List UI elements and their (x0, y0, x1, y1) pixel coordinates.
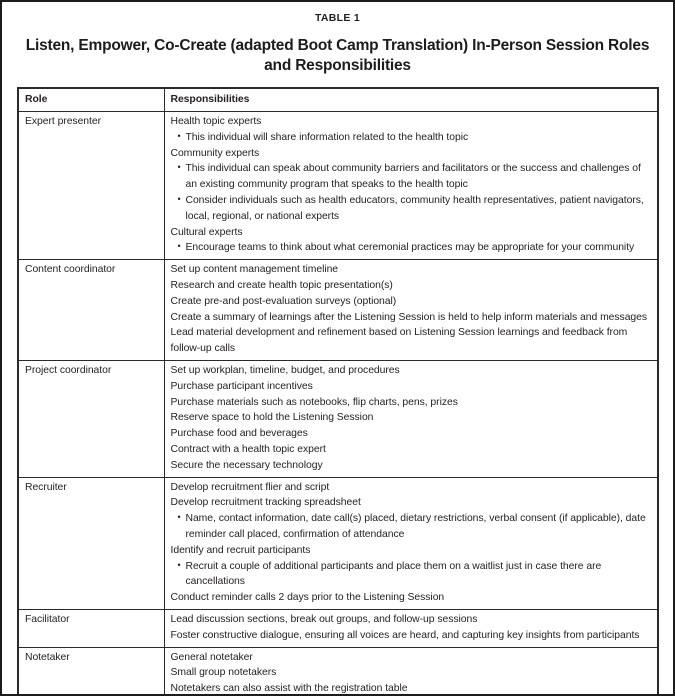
responsibility-item: Small group notetakers (170, 667, 277, 679)
responsibility-bullet-item: • Recruit a couple of additional participants and place them on a waitlist just in case there are cancellations (171, 559, 655, 591)
responsibility-bullet-item: • Consider individuals such as health educators, community health representatives, patient navigators, local, regional, or national experts (171, 193, 655, 225)
responsibility-bullet-item: • Encourage teams to think about what ceremonial practices may be appropriate for your community (171, 240, 655, 256)
responsibility-bullet-item: • This individual can speak about community barriers and facilitators or the success and challenges of an existing community program that speaks to the health topic (171, 161, 655, 193)
table-row (18, 477, 658, 609)
responsibility-item: Conduct reminder calls 2 days prior to the Listening Session (170, 592, 445, 604)
responsibility-bullet-item: • This individual will share information related to the health topic (171, 130, 655, 146)
responsibility-item: Purchase materials such as notebooks, flip charts, pens, prizes (170, 396, 458, 408)
table-header-row (18, 88, 658, 112)
responsibility-item: Community experts (170, 147, 260, 159)
roles-responsibilities-table (17, 87, 659, 696)
responsibilities-cell (164, 360, 658, 477)
responsibility-item: Notetakers can also assist with the registration table (170, 683, 408, 695)
responsibility-item: Develop recruitment tracking spreadsheet (170, 497, 361, 509)
responsibility-item: Secure the necessary technology (170, 459, 323, 471)
table-row (18, 609, 658, 647)
table-title: Listen, Empower, Co-Create (adapted Boot Camp Translation) In-Person Session Roles and Responsibilities (25, 37, 650, 74)
column-header-role: Role (18, 88, 164, 112)
responsibility-item: Reserve space to hold the Listening Session (170, 412, 374, 424)
responsibility-item: Set up workplan, timeline, budget, and procedures (170, 364, 400, 376)
responsibility-item: Lead discussion sections, break out groups, and follow-up sessions (170, 613, 478, 625)
responsibility-item: Create pre-and post-evaluation surveys (optional) (170, 295, 397, 307)
responsibility-item: Create a summary of learnings after the Listening Session is held to help inform materials and messages (170, 311, 648, 323)
responsibility-item: Identify and recruit participants (170, 544, 311, 556)
role-cell: Project coordinator (18, 360, 164, 477)
responsibility-item: Purchase food and beverages (170, 428, 308, 440)
responsibilities-cell (164, 477, 658, 609)
responsibility-item: Foster constructive dialogue, ensuring all voices are heard, and capturing key insights from participants (170, 629, 640, 641)
responsibility-item: Purchase participant incentives (170, 380, 313, 392)
responsibility-bullet-item: • Name, contact information, date call(s) placed, dietary restrictions, verbal consent (if applicable), date reminder call placed, confirmation of attendance (171, 511, 655, 543)
responsibilities-cell (164, 609, 658, 647)
role-cell: Facilitator (18, 609, 164, 647)
role-cell: Content coordinator (18, 260, 164, 361)
responsibility-item: Cultural experts (170, 226, 243, 238)
responsibility-item: Contract with a health topic expert (170, 443, 326, 455)
responsibilities-cell (164, 260, 658, 361)
role-cell: Recruiter (18, 477, 164, 609)
table-row (18, 647, 658, 696)
responsibilities-cell (164, 647, 658, 696)
column-header-responsibilities: Responsibilities (164, 88, 658, 112)
responsibility-item: Set up content management timeline (170, 264, 339, 276)
table-label: TABLE 1 (314, 12, 361, 24)
table-row (18, 260, 658, 361)
responsibility-item: Develop recruitment flier and script (170, 481, 330, 493)
responsibility-item: Research and create health topic presentation(s) (170, 279, 393, 291)
responsibilities-cell (164, 112, 658, 260)
responsibility-item: General notetaker (170, 651, 253, 663)
table-row (18, 360, 658, 477)
role-cell: Notetaker (18, 647, 164, 696)
responsibility-item: Health topic experts (170, 116, 262, 127)
responsibility-item: Lead material development and refinement based on Listening Session learnings and feedback from follow-up calls (170, 327, 628, 355)
table-row (18, 112, 658, 260)
role-cell: Expert presenter (18, 112, 164, 260)
